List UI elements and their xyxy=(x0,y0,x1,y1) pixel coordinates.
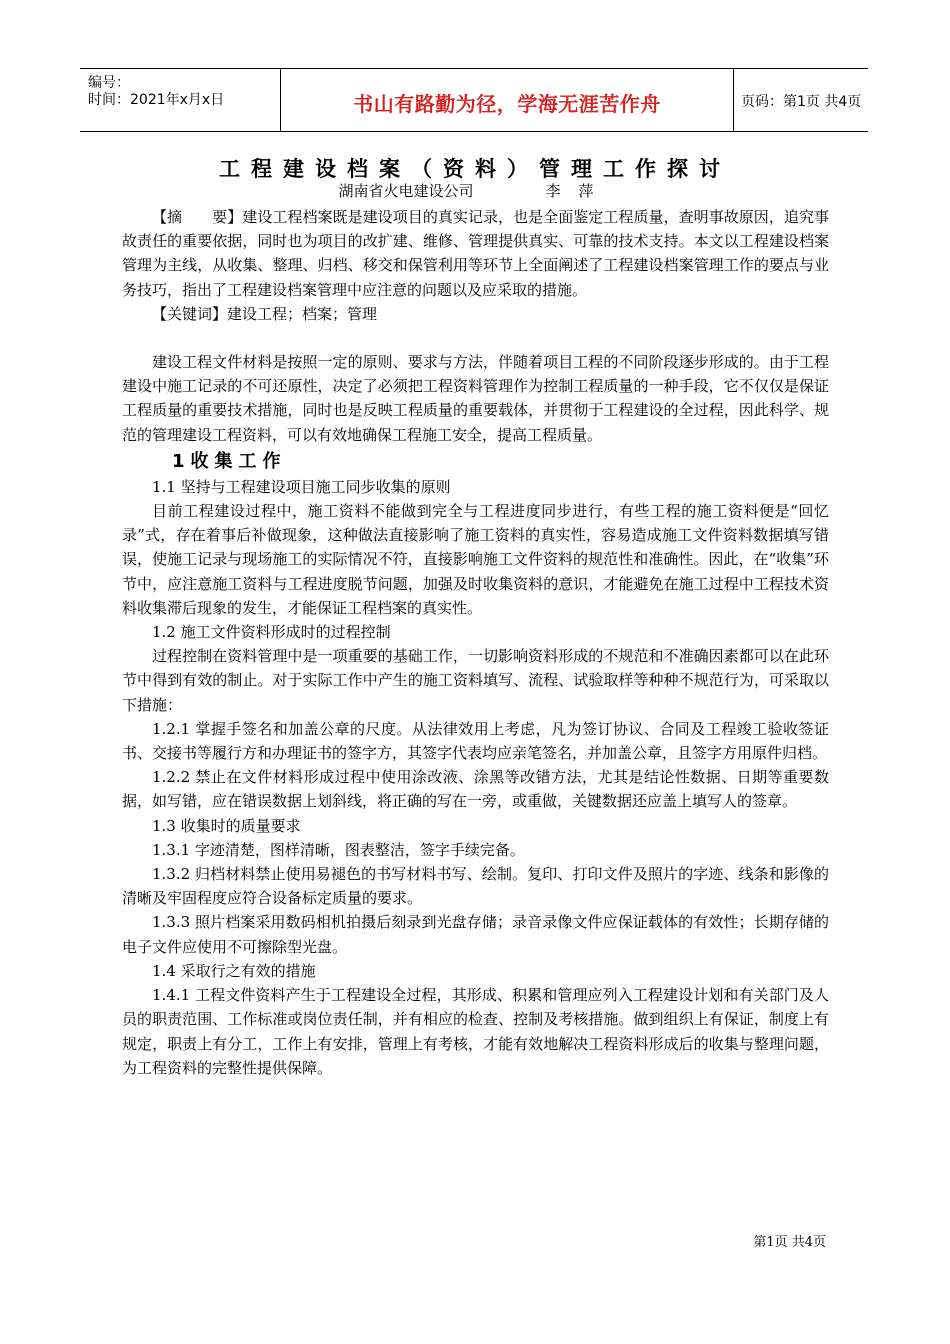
abstract: 【摘 要】建设工程档案既是建设项目的真实记录，也是全面鉴定工程质量，查明事故原因，追究事故责任的重要依据，同时也为项目的改扩建、维修、管理提供真实、可靠的技术支持。本文以工程建设档案管理为主线，从收集、整理、归档、移交和保管利用等环节上全面阐述了工程建设档案管理工作的要点与业务技巧，指出了工程建设档案管理中应注意的问题以及应采取的措施。 xyxy=(122,208,829,299)
header-table xyxy=(80,68,868,132)
subsection-heading: 1.2 施工文件资料形成时的过程控制 xyxy=(152,623,391,642)
paragraph: 1.3.1 字迹清楚，图样清晰，图表整洁，签字手续完备。 xyxy=(152,840,525,859)
author-line xyxy=(0,180,950,201)
document-title: 工程建设档案（资料）管理工作探讨 xyxy=(219,157,731,181)
intro-paragraph: 建设工程文件材料是按照一定的原则、要求与方法，伴随着项目工程的不同阶段逐步形成的。由于工程建设中施工记录的不可还原性，决定了必须把工程资料管理作为控制工程质量的一种手段，它不仅仅是保证工程质量的重要技术措施，同时也是反映工程质量的重要载体，并贯彻于工程建设的全过程，因此科学、规范的管理建设工程资料，可以有效地确保工程施工安全，提高工程质量。 xyxy=(122,353,829,444)
paragraph: 过程控制在资料管理中是一项重要的基础工作，一切影响资料形成的不规范和不准确因素都可以在此环节中得到有效的制止。对于实际工作中产生的施工资料填写、流程、试验取样等种种不规范行为，可采取以下措施： xyxy=(122,647,829,714)
header-center-cell xyxy=(280,69,734,131)
paragraph: 1.3.3 照片档案采用数码相机拍摄后刻录到光盘存储；录音录像文件应保证载体的有效性；长期存储的电子文件应使用不可擦除型光盘。 xyxy=(122,913,829,956)
paragraph: 1.3.2 归档材料禁止使用易褪色的书写材料书写、绘制。复印、打印文件及照片的字迹、线条和影像的清晰及牢固程度应符合设备标定质量的要求。 xyxy=(122,865,829,908)
paragraph: 1.2.1 掌握手签名和加盖公章的尺度。从法律效用上考虑，凡为签订协议、合同及工程竣工验收签证书、交接书等履行方和办理证书的签字方，其签字代表均应亲笔签名，并加盖公章，且签字方用原件归档。 xyxy=(122,719,829,763)
paragraph: 1.4.1 工程文件资料产生于工程建设全过程，其形成、积累和管理应列入工程建设计划和有关部门及人员的职责范围、工作标准或岗位责任制，并有相应的检查、控制及考核措施。做到组织上有保证，制度上有规定，职责上有分工，工作上有安排，管理上有考核，才能有效地解决工程资料形成后的收集与整理问题，为工程资料的完整性提供保障。 xyxy=(122,986,829,1077)
document-body xyxy=(122,205,829,1080)
footer-page-info: 第1页 共4页 xyxy=(753,1235,826,1250)
subsection-heading: 1.1 坚持与工程建设项目施工同步收集的原则 xyxy=(152,477,451,496)
header-page-info: 页码：第1页 共4页 xyxy=(741,94,862,110)
paragraph: 1.2.2 禁止在文件材料形成过程中使用涂改液、涂黑等改错方法，尤其是结论性数据、日期等重要数据，如写错，应在错误数据上划斜线，将正确的写在一旁，或重做，关键数据还应盖上填写人的签章。 xyxy=(122,768,829,811)
header-left-cell xyxy=(80,69,280,131)
author-name: 李萍 xyxy=(545,182,612,200)
subsection-heading: 1.3 收集时的质量要求 xyxy=(152,816,301,835)
author-org: 湖南省火电建设公司 xyxy=(338,182,474,200)
paragraph: 目前工程建设过程中，施工资料不能做到完全与工程进度同步进行，有些工程的施工资料便是“回忆录”式，存在着事后补做现象，这种做法直接影响了施工资料的真实性，容易造成施工文件资料数据填写错误，使施工记录与现场施工的实际情况不符，直接影响施工文件资料的规范性和准确性。因此，在“收集”环节中，应注意施工资料与工程进度脱节问题，加强及时收集资料的意识，才能避免在施工过程中工程技术资料收集滞后现象的发生，才能保证工程档案的真实性。 xyxy=(122,502,829,617)
number-label: 编号： xyxy=(88,75,130,91)
subsection-heading: 1.4 采取行之有效的措施 xyxy=(152,961,316,980)
keywords: 【关键词】建设工程；档案；管理 xyxy=(152,304,378,323)
header-right-cell xyxy=(733,69,868,131)
section-heading: 1收集工作 xyxy=(172,450,287,472)
date-label: 时间：2021年x月x日 xyxy=(88,92,225,108)
motto: 书山有路勤为径，学海无涯苦作舟 xyxy=(353,92,661,116)
